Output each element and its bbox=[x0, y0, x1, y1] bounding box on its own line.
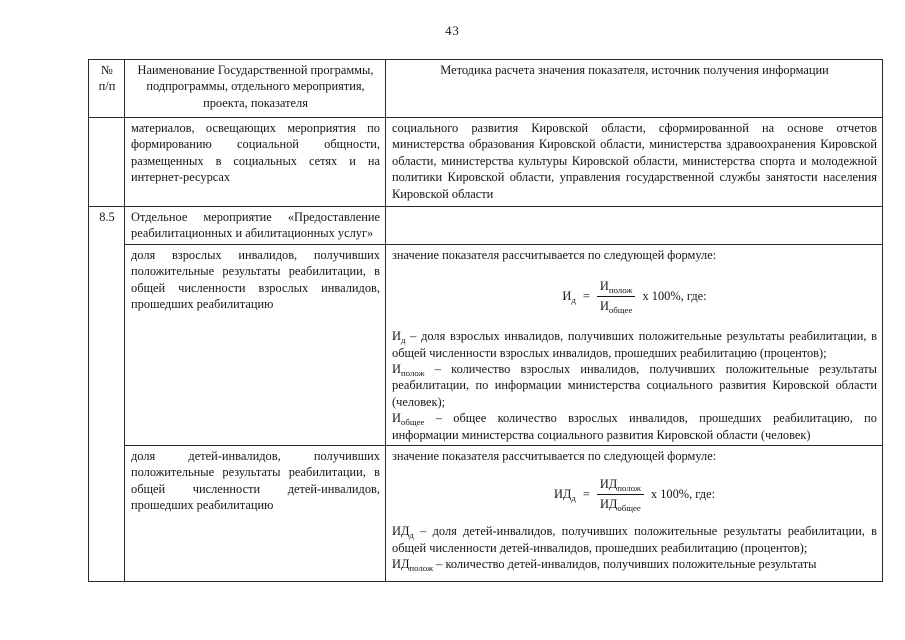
indicators-table bbox=[88, 59, 883, 582]
header-cell-method: Методика расчета значения показателя, источник получения информации bbox=[386, 60, 883, 118]
child-def-2: $ИД_{полож}$ – количество детей-инвалидов, получивших положительные результаты bbox=[392, 557, 817, 574]
adult-formula bbox=[392, 278, 877, 314]
cell-85-title-method-empty bbox=[386, 207, 883, 245]
adult-formula-lhs: $И_д$ bbox=[562, 289, 576, 306]
child-formula-intro: значение показателя рассчитывается по следующей формуле: bbox=[392, 449, 717, 464]
cell-adult-indicator: доля взрослых инвалидов, получивших положительные результаты реабилитации, в общей численности взрослых инвалидов, прошедших реабилитацию bbox=[125, 245, 386, 446]
child-formula-fraction bbox=[597, 476, 644, 512]
adult-formula-denominator: $И_{общее}$ bbox=[599, 298, 633, 315]
equals-sign: = bbox=[582, 289, 590, 304]
cell-85-title: Отдельное мероприятие «Предоставление реабилитационных и абилитационных услуг» bbox=[125, 207, 386, 245]
cell-child-indicator: доля детей-инвалидов, получивших положительные результаты реабилитации, в общей численности детей-инвалидов, прошедших реабилитацию bbox=[125, 446, 386, 582]
cell-number-empty bbox=[89, 118, 125, 207]
header-cell-program-name: Наименование Государственной программы, подпрограммы, отдельного мероприятия, проекта, показателя bbox=[125, 60, 386, 118]
child-formula-suffix: x 100%, где: bbox=[650, 487, 716, 502]
child-formula-numerator: $ИД_{полож}$ bbox=[597, 476, 644, 494]
table-row-85-title bbox=[89, 207, 883, 245]
table-row-85-child-indicator bbox=[89, 446, 883, 582]
adult-formula-numerator: $И_{полож}$ bbox=[597, 278, 636, 296]
adult-formula-suffix: x 100%, где: bbox=[642, 289, 707, 304]
table-row-85-adult-indicator bbox=[89, 245, 883, 446]
header-cell-number: № п/п bbox=[89, 60, 125, 118]
table-row-continuation bbox=[89, 118, 883, 207]
child-def-1: $ИД_д$ – доля детей-инвалидов, получивших положительные результаты реабилитации, в общей численности детей-инвалидов, прошедших реабилитацию (процентов); bbox=[392, 524, 877, 555]
adult-def-1: $И_д$ – доля взрослых инвалидов, получивших положительные результаты реабилитации, в общей численности взрослых инвалидов, прошедших реабилитацию (процентов); bbox=[392, 329, 877, 360]
child-formula-denominator: $ИД_{общее}$ bbox=[599, 496, 641, 513]
adult-formula-fraction bbox=[597, 278, 636, 314]
child-formula bbox=[392, 476, 877, 512]
cell-row-number-85: 8.5 bbox=[89, 207, 125, 582]
table-header-row bbox=[89, 60, 883, 118]
adult-def-3: $И_{общее}$ – общее количество взрослых инвалидов, прошедших реабилитацию, по информации министерства социального развития Кировской области (человек) bbox=[392, 411, 877, 442]
cell-child-method bbox=[386, 446, 883, 582]
child-formula-lhs: $ИД_д$ bbox=[553, 487, 576, 504]
page-number: 43 bbox=[445, 24, 460, 38]
adult-def-2: $И_{полож}$ – количество взрослых инвалидов, получивших положительные результаты реабилитации, по информации министерства социального развития Кировской области (человек); bbox=[392, 362, 877, 409]
equals-sign: = bbox=[582, 487, 590, 502]
cell-continuation-name: материалов, освещающих мероприятия по формированию социальной общности, размещенных в социальных сетях и на интернет-ресурсах bbox=[125, 118, 386, 207]
adult-formula-intro: значение показателя рассчитывается по следующей формуле: bbox=[392, 248, 717, 262]
cell-adult-method bbox=[386, 245, 883, 446]
cell-continuation-method: социального развития Кировской области, сформированной на основе отчетов министерства образования Кировской области, министерства здравоохранения Кировской области, министерства культуры Кировской области, министерства спорта и молодежной политики Кировской области, управления государственной службы занятости населения Кировской области bbox=[386, 118, 883, 207]
